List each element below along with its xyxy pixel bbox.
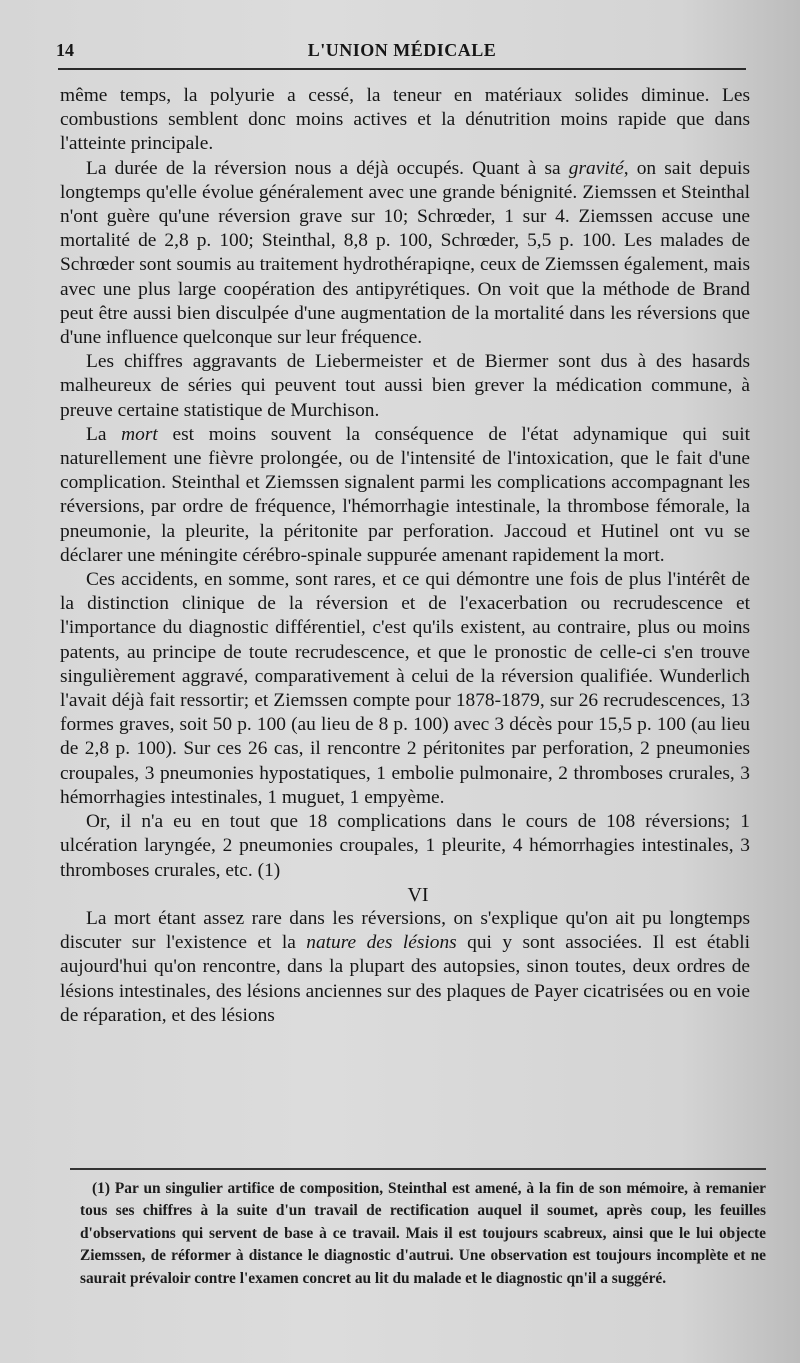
paragraph	[60, 423, 750, 568]
running-title: L'UNION MÉDICALE	[307, 40, 497, 60]
paragraph	[60, 810, 750, 883]
text-run: La	[86, 423, 122, 445]
paragraph	[60, 157, 750, 351]
section-heading: VI	[407, 883, 429, 906]
text-run: , on sait depuis longtemps qu'elle évolue généralement avec une grande bénignité. Ziemssen et Steinthal n'ont guère qu'une réversion grave sur 10; Schrœder, 1 sur 4. Ziemssen accuse une mortalité de 2,8 p. 100; Steinthal, 8,8 p. 100, Schrœder, 5,5 p. 100. Les malades de Schrœder sont soumis au traitement hydrothérapiqne, ceux de Ziemssen également, mais avec une plus large coopération des antipyrétiques. On voit que la méthode de Brand peut être aussi bien disculpée d'une augmentation de la mortalité dans les réversions que d'une influence quelconque sur leur fréquence.	[60, 157, 750, 349]
page-header	[56, 40, 748, 70]
text-run: La mort étant assez rare dans les réversions, on s'explique qu'on ait pu longtemps discuter sur l'existence et la	[60, 907, 750, 954]
paragraph	[60, 568, 750, 810]
paragraph	[60, 350, 750, 423]
footnote-text: (1) Par un singulier artifice de composition, Steinthal est amené, à la fin de son mémoire, à remanier tous ses chiffres à la suite d'un travail de rectification auquel il soumet, après coup, les feuilles d'observations qui servent de base à ce travail. Mais il est toujours scabreux, ainsi que le lui objecte Ziemssen, de réformer à distance le diagnostic d'autrui. Une observation est toujours incomplète et ne saurait prévaloir contre l'examen concret au lit du malade et le diagnostic qn'il a suggéré.	[80, 1180, 766, 1287]
italic-run: nature des lésions	[306, 932, 457, 954]
main-text	[60, 84, 750, 1028]
text-run: Ces accidents, en somme, sont rares, et ce qui démontre une fois de plus l'intérêt de la distinction clinique de la réversion et de l'exacerbation ou recrudescence et l'importance du diagnostic différentiel, c'est qu'ils existent, au contraire, plus ou moins patents, au principe de toute recrudescence, et que le pronostic de celle-ci s'en trouve singulièrement aggravé, comparativement à celui de la réversion qualifiée. Wunderlich l'avait déjà fait ressortir; et Ziemssen compte pour 1878-1879, sur 26 recrudescences, 13 formes graves, soit 50 p. 100 (au lieu de 8 p. 100) avec 3 décès pour 15,5 p. 100 (au lieu de 2,8 p. 100). Sur ces 26 cas, il rencontre 2 péritonites par perforation, 2 pneumonies croupales, 3 pneumonies hypostatiques, 1 embolie pulmonaire, 2 thromboses crurales, 3 hémorrhagies intestinales, 1 muguet, 1 empyème.	[60, 569, 750, 808]
paragraph	[60, 84, 750, 157]
text-run: qui y sont associées. Il est établi aujourd'hui qu'on rencontre, dans la plupart des autopsies, sinon toutes, deux ordres de lésions intestinales, des lésions anciennes sur des plaques de Payer cicatrisées ou en voie de réparation, et des lésions	[60, 932, 750, 1026]
text-run: est moins souvent la conséquence de l'état adynamique qui suit naturellement une fièvre prolongée, ou de l'intensité de l'intoxication, que le fait d'une complication. Steinthal et Ziemssen signalent parmi les complications accompagnant les réversions, par ordre de fréquence, l'hémorrhagie intestinale, la thrombose fémorale, la pneumonie, la pleurite, la péritonite par perforation. Jaccoud et Hutinel ont vu se déclarer une méningite cérébro-spinale suppurée amenant rapidement la mort.	[60, 423, 750, 566]
footnote	[80, 1178, 766, 1290]
italic-run: gravité	[568, 157, 624, 179]
text-run: Or, il n'a eu en tout que 18 complications dans le cours de 108 réversions; 1 ulcération laryngée, 2 pneumonies croupales, 1 pleurite, 4 hémorrhagies intestinales, 3 thromboses crurales, etc. (1)	[60, 811, 750, 881]
text-run: Les chiffres aggravants de Liebermeister et de Biermer sont dus à des hasards malheureux de séries qui peuvent tout aussi bien grever la médication commune, à preuve certaine statistique de Murchison.	[60, 351, 750, 421]
text-run: La durée de la réversion nous a déjà occupés. Quant à sa	[86, 157, 569, 179]
text-run: même temps, la polyurie a cessé, la teneur en matériaux solides diminue. Les combustions semblent donc moins actives et la dénutrition moins rapide que dans l'atteinte principale.	[60, 85, 750, 155]
italic-run: mort	[121, 423, 158, 445]
paragraph	[60, 907, 750, 1028]
page-number: 14	[56, 40, 74, 60]
header-rule	[58, 68, 746, 70]
footnote-rule	[70, 1168, 766, 1170]
